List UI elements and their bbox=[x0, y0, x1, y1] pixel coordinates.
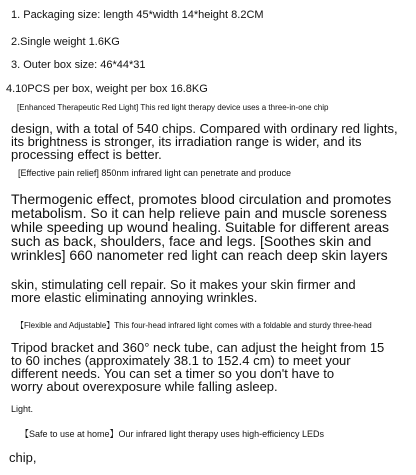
spec-packaging-size: 1. Packaging size: length 45*width 14*height 8.2CM bbox=[11, 9, 264, 21]
pain-relief-body: Thermogenic effect, promotes blood circulation and promotes metabolism. So it can help relieve pain and muscle soreness while speeding up wound healing. Suitable for different areas such as back, shoulders, face and legs. [Soothes skin and wrinkles] 660 nanometer red light can reach deep skin layers bbox=[11, 191, 392, 263]
pain-relief-continuation: skin, stimulating cell repair. So it makes your skin firmer and more elastic eliminating annoying wrinkles. bbox=[11, 277, 356, 305]
safe-use-heading: 【Safe to use at home】Our infrared light therapy uses high-efficiency LEDs bbox=[20, 429, 324, 439]
red-light-heading: [Enhanced Therapeutic Red Light] This red light therapy device uses a three-in-one chip bbox=[17, 103, 329, 112]
adjustable-body: Tripod bracket and 360° neck tube, can adjust the height from 15 to 60 inches (approximately 38.1 to 152.4 cm) to meet your different needs. You can set a timer so you don't have to worry about overexposure while falling asleep. bbox=[11, 340, 385, 394]
adjustable-heading: 【Flexible and Adjustable】This four-head infrared light comes with a foldable and sturdy three-head bbox=[16, 321, 372, 330]
spec-single-weight: 2.Single weight 1.6KG bbox=[11, 36, 120, 48]
adjustable-end: Light. bbox=[11, 404, 34, 414]
spec-box-quantity: 4.10PCS per box, weight per box 16.8KG bbox=[6, 83, 208, 95]
red-light-body: design, with a total of 540 chips. Compared with ordinary red lights, its brightness is stronger, its irradiation range is wider, and its processing effect is better. bbox=[11, 121, 398, 162]
spec-outer-box-size: 3. Outer box size: 46*44*31 bbox=[11, 59, 146, 71]
safe-use-body: chip, bbox=[9, 450, 37, 465]
pain-relief-heading: [Effective pain relief] 850nm infrared light can penetrate and produce bbox=[18, 168, 292, 178]
